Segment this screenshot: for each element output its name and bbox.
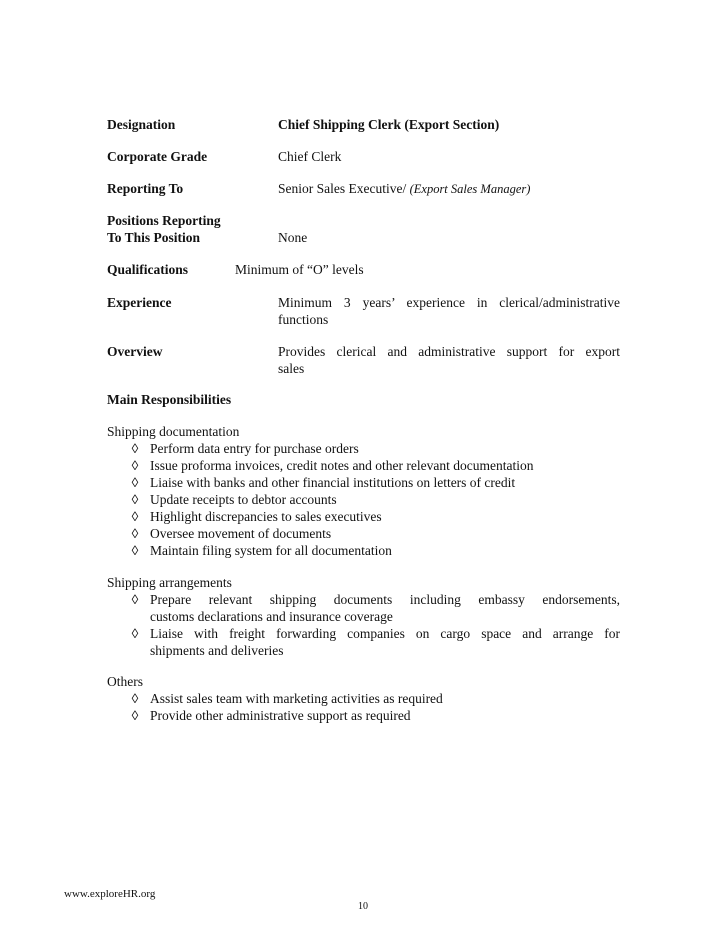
shipping-arrangements-title: Shipping arrangements: [107, 575, 232, 590]
positions-reporting-label: [107, 212, 221, 246]
reporting-to-value-italic: (Export Sales Manager): [409, 182, 531, 196]
diamond-bullet-icon: ◊: [131, 526, 139, 541]
list-item-text: Perform data entry for purchase orders: [150, 441, 359, 456]
page-number: 10: [358, 901, 368, 912]
qualifications-value: Minimum of “O” levels: [235, 262, 364, 277]
list-item-text: Highlight discrepancies to sales executives: [150, 509, 382, 524]
qualifications-label: Qualifications: [107, 262, 189, 277]
list-item-text: Update receipts to debtor accounts: [150, 492, 337, 507]
diamond-bullet-icon: ◊: [131, 458, 139, 473]
list-item-text-line1: Prepare relevant shipping documents including embassy endorsements,: [150, 592, 620, 607]
overview-value-line2: sales: [278, 361, 305, 376]
list-item-text: Issue proforma invoices, credit notes and other relevant documentation: [150, 458, 534, 473]
overview-value-line1: Provides clerical and administrative support for export: [278, 344, 620, 359]
diamond-bullet-icon: ◊: [131, 626, 139, 641]
designation-value: Chief Shipping Clerk (Export Section): [278, 117, 500, 132]
positions-reporting-value: None: [278, 230, 308, 245]
overview-label: Overview: [107, 344, 163, 359]
diamond-bullet-icon: ◊: [131, 492, 139, 507]
overview-value: [278, 343, 620, 377]
diamond-bullet-icon: ◊: [131, 475, 139, 490]
diamond-bullet-icon: ◊: [131, 691, 139, 706]
list-item-text: [150, 625, 620, 659]
diamond-bullet-icon: ◊: [131, 543, 139, 558]
shipping-documentation-title: Shipping documentation: [107, 424, 240, 439]
list-item-text: Maintain filing system for all documentation: [150, 543, 392, 558]
list-item-text-line2: shipments and deliveries: [150, 643, 284, 658]
main-responsibilities-heading: Main Responsibilities: [107, 392, 232, 407]
corporate-grade-value: Chief Clerk: [278, 149, 342, 164]
positions-reporting-label-line2: To This Position: [107, 230, 201, 245]
experience-value: [278, 294, 620, 328]
footer-website: www.exploreHR.org: [64, 888, 156, 900]
list-item-text: Liaise with banks and other financial institutions on letters of credit: [150, 475, 516, 490]
positions-reporting-label-line1: Positions Reporting: [107, 213, 221, 228]
diamond-bullet-icon: ◊: [131, 441, 139, 456]
diamond-bullet-icon: ◊: [131, 509, 139, 524]
reporting-to-label: Reporting To: [107, 181, 184, 196]
list-item-text: Assist sales team with marketing activities as required: [150, 691, 443, 706]
experience-label: Experience: [107, 295, 172, 310]
experience-value-line2: functions: [278, 312, 329, 327]
corporate-grade-label: Corporate Grade: [107, 149, 208, 164]
list-item-text: Provide other administrative support as required: [150, 708, 411, 723]
designation-label: Designation: [107, 117, 176, 132]
list-item-text: [150, 591, 620, 625]
diamond-bullet-icon: ◊: [131, 708, 139, 723]
list-item-text-line1: Liaise with freight forwarding companies on cargo space and arrange for: [150, 626, 620, 641]
diamond-bullet-icon: ◊: [131, 592, 139, 607]
list-item-text: Oversee movement of documents: [150, 526, 332, 541]
others-title: Others: [107, 674, 143, 689]
reporting-to-value: [278, 180, 530, 198]
experience-value-line1: Minimum 3 years’ experience in clerical/administrative: [278, 295, 620, 310]
list-item-text-line2: customs declarations and insurance coverage: [150, 609, 393, 624]
reporting-to-value-main: Senior Sales Executive/: [278, 181, 407, 196]
